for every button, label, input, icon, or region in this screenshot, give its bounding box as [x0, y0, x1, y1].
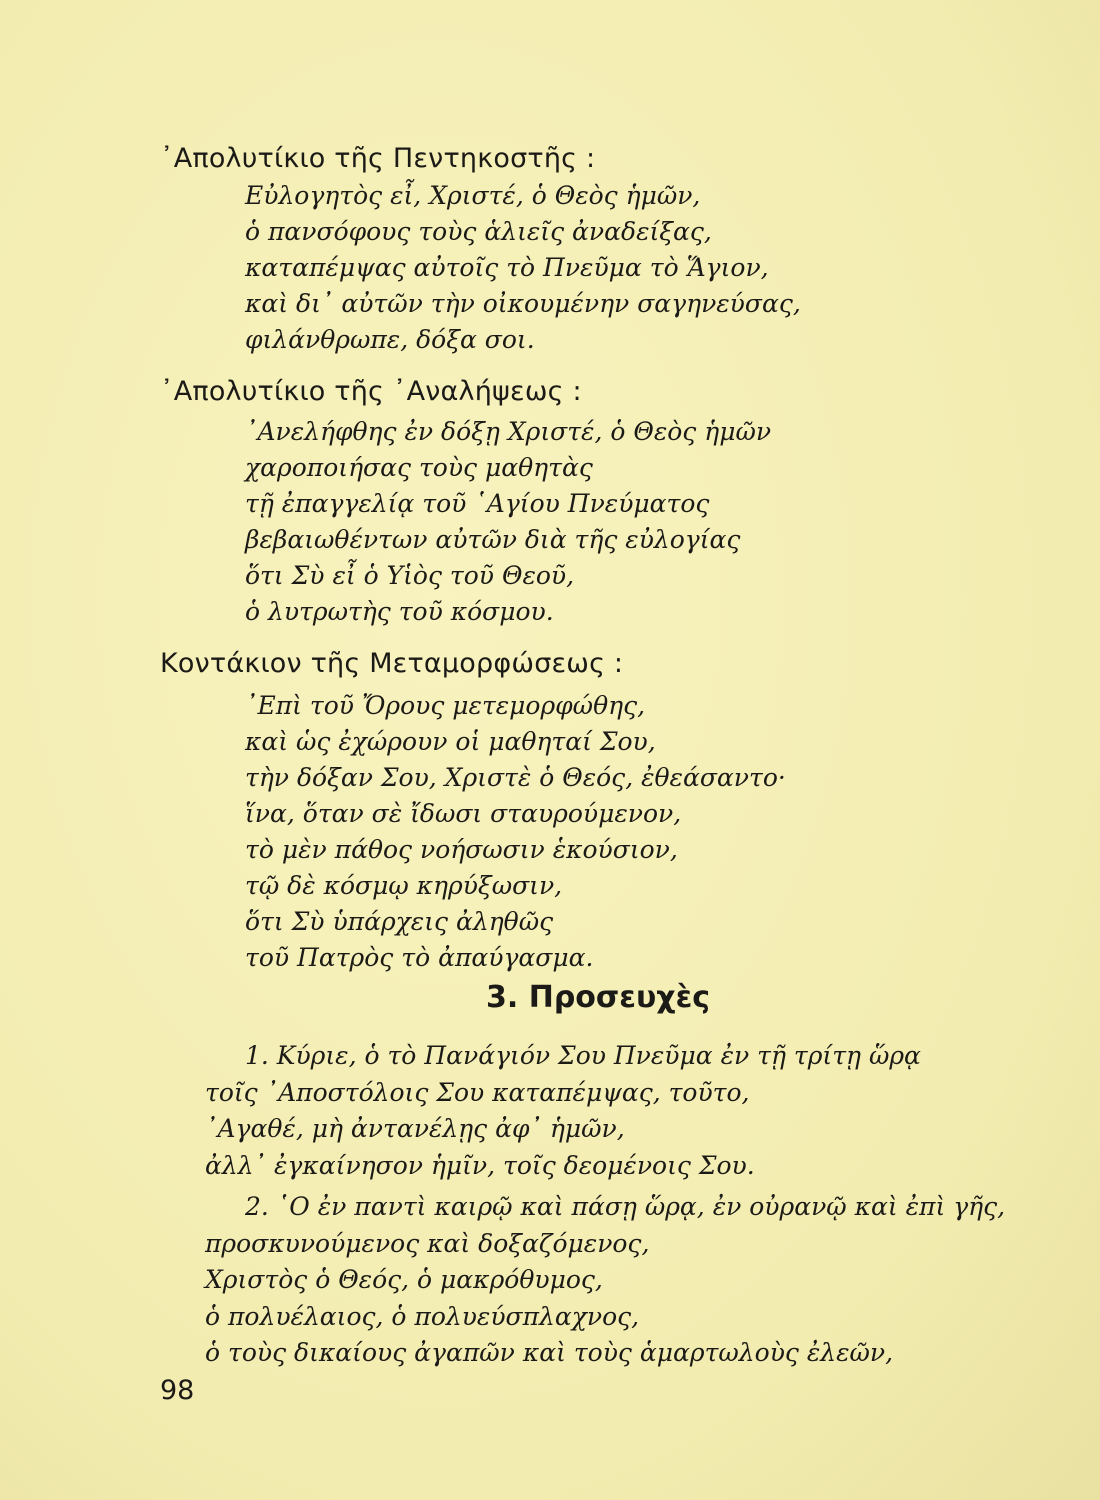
verse-line: ὅτι Σὺ ὑπάρχεις ἀληθῶς [245, 907, 554, 936]
stanza-transfiguration [245, 688, 786, 976]
section-heading-transfiguration: Κοντάκιον τῆς Μεταμορφώσεως : [160, 648, 624, 679]
section-heading-ascension: ᾿Απολυτίκιο τῆς ᾿Αναλήψεως : [160, 376, 582, 407]
verse-line: χαροποιήσας τοὺς μαθητὰς [245, 453, 593, 482]
verse-line: ὅτι Σὺ εἶ ὁ Υἱὸς τοῦ Θεοῦ, [245, 561, 575, 590]
page-number: 98 [160, 1375, 195, 1406]
verse-line: ὁ λυτρωτὴς τοῦ κόσμου. [245, 597, 554, 626]
verse-line: ᾿Επὶ τοῦ Ὄρους μετεμορφώθης, [245, 691, 646, 720]
prayer-2 [205, 1189, 1005, 1372]
prayer-line: ᾿Αγαθέ, μὴ ἀντανέλῃς ἀφ᾿ ἡμῶν, [205, 1114, 625, 1143]
verse-line: Εὐλογητὸς εἶ, Χριστέ, ὁ Θεὸς ἡμῶν, [245, 181, 701, 210]
section-heading-pentecost: ᾿Απολυτίκιο τῆς Πεντηκοστῆς : [160, 143, 596, 174]
prayer-line: 1. Κύριε, ὁ τὸ Πανάγιόν Σου Πνεῦμα ἐν τῇ τρίτῃ ὥρᾳ [245, 1041, 921, 1070]
prayer-line: τοῖς ᾿Αποστόλοις Σου καταπέμψας, τοῦτο, [205, 1077, 750, 1107]
verse-line: τῷ δὲ κόσμῳ κηρύξωσιν, [245, 871, 563, 900]
prayer-1 [205, 1038, 921, 1184]
verse-line: βεβαιωθέντων αὐτῶν διὰ τῆς εὐλογίας [245, 525, 741, 554]
verse-line: καταπέμψας αὐτοῖς τὸ Πνεῦμα τὸ Ἅγιον, [245, 253, 769, 282]
stanza-ascension [245, 414, 771, 630]
verse-line: τὴν δόξαν Σου, Χριστὲ ὁ Θεός, ἐθεάσαντο· [245, 763, 786, 792]
prayer-line: ὁ τοὺς δικαίους ἀγαπῶν καὶ τοὺς ἁμαρτωλοὺς ἐλεῶν, [205, 1338, 894, 1367]
verse-line: τὸ μὲν πάθος νοήσωσιν ἑκούσιον, [245, 835, 678, 864]
prayer-line: 2. ῾Ο ἐν παντὶ καιρῷ καὶ πάσῃ ὥρᾳ, ἐν οὐρανῷ καὶ ἐπὶ γῆς, [245, 1192, 1006, 1221]
verse-line: τῇ ἐπαγγελίᾳ τοῦ ῾Αγίου Πνεύματος [245, 489, 710, 518]
verse-line: καὶ ὡς ἐχώρουν οἱ μαθηταί Σου, [245, 727, 656, 756]
prayers-section-title: 3. Προσευχὲς [486, 980, 711, 1015]
verse-line: καὶ δι᾿ αὐτῶν τὴν οἰκουμένην σαγηνεύσας, [245, 289, 801, 318]
prayer-line: ὁ πολυέλαιος, ὁ πολυεύσπλαχνος, [205, 1301, 640, 1331]
verse-line: τοῦ Πατρὸς τὸ ἀπαύγασμα. [245, 943, 594, 972]
prayer-line: Χριστὸς ὁ Θεός, ὁ μακρόθυμος, [205, 1265, 603, 1294]
verse-line: ᾿Ανελήφθης ἐν δόξῃ Χριστέ, ὁ Θεὸς ἡμῶν [245, 417, 772, 446]
verse-line: ἵνα, ὅταν σὲ ἴδωσι σταυρούμενον, [245, 799, 682, 828]
verse-line: ὁ πανσόφους τοὺς ἁλιεῖς ἀναδείξας, [245, 217, 712, 246]
prayer-line: ἀλλ᾿ ἐγκαίνησον ἡμῖν, τοῖς δεομένοις Σου. [205, 1150, 755, 1180]
verse-line: φιλάνθρωπε, δόξα σοι. [245, 325, 535, 354]
prayer-line: προσκυνούμενος καὶ δοξαζόμενος, [205, 1228, 650, 1258]
stanza-pentecost [245, 178, 801, 358]
